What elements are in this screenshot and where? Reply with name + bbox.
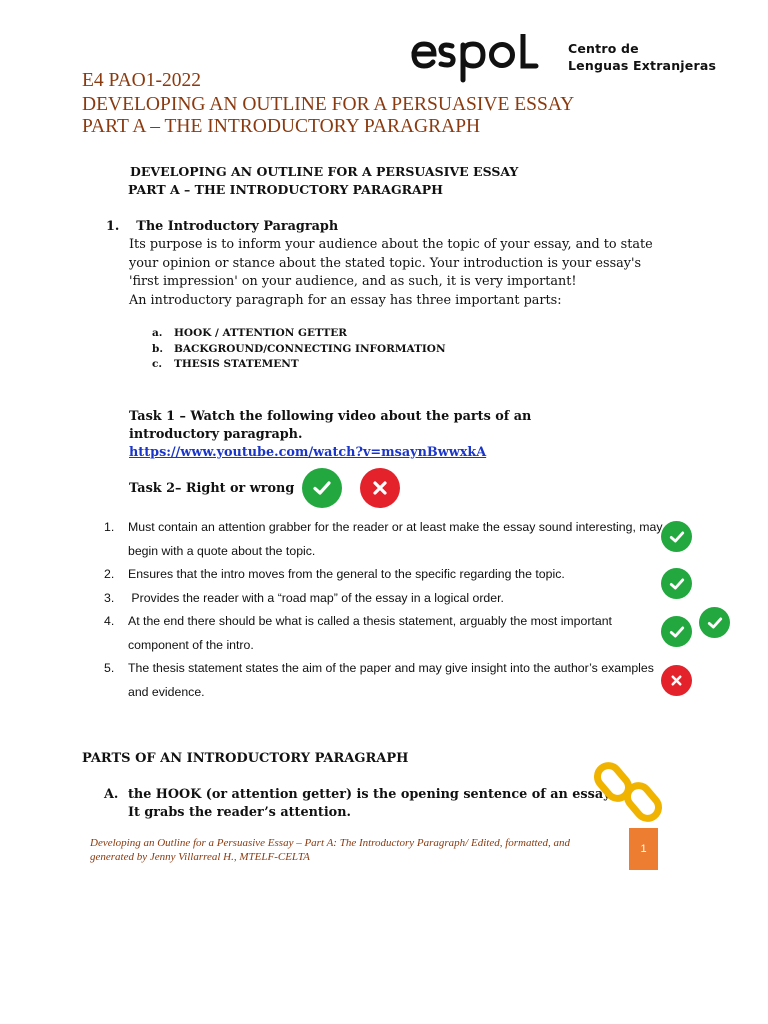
page-footer: Developing an Outline for a Persuasive Essay – Part A: The Introductory Paragraph/ Edited, formatted, and generated by Jenny Villarreal H., MTELF-CELTA (90, 837, 570, 863)
check-icon (661, 521, 692, 552)
page-subtitle: PART A – THE INTRODUCTORY PARAGRAPH (82, 116, 481, 137)
cross-icon (661, 665, 692, 696)
course-code: E4 PAO1-2022 (82, 70, 201, 91)
org-name-line2: Lenguas Extranjeras (568, 58, 717, 73)
org-name-line1: Centro de (568, 41, 639, 56)
parts-list (152, 326, 446, 373)
doc-heading-line2: PART A – THE INTRODUCTORY PARAGRAPH (128, 182, 443, 197)
list-item: 5. The thesis statement states the aim of the paper and may give insight into the author’s examples and evidence. (104, 661, 654, 699)
part-a-letter: A. (104, 787, 119, 802)
list-item: 2. Ensures that the intro moves from the general to the specific regarding the topic. (104, 567, 565, 581)
section-text-1: Its purpose is to inform your audience about the topic of your essay, and to state your opinion or stance about the stated topic. Your introduction is your essay's 'first impression' on your audience, and as such, it is very important! (129, 237, 653, 289)
espol-wordmark-icon (410, 34, 545, 84)
part-a-line1: the HOOK (or attention getter) is the opening sentence of an essay. (128, 787, 614, 802)
section-body (129, 236, 674, 310)
list-item: 3. Provides the reader with a “road map” of the essay in a logical order. (104, 590, 504, 605)
check-icon (661, 616, 692, 647)
list-item: 1. Must contain an attention grabber for the reader or at least make the essay sound interesting, may begin with a quote about the topic. (104, 520, 663, 558)
page-number: 1 (629, 828, 658, 870)
part-a-line2: It grabs the reader’s attention. (128, 805, 351, 820)
video-link[interactable]: https://www.youtube.com/watch?v=msaynBwwxkA (129, 445, 487, 460)
list-item: 4. At the end there should be what is called a thesis statement, arguably the most important component of the intro. (104, 614, 612, 652)
part-a-item (104, 786, 614, 822)
section-heading (106, 219, 338, 234)
section-title: The Introductory Paragraph (136, 219, 339, 234)
doc-heading-line1: DEVELOPING AN OUTLINE FOR A PERSUASIVE ESSAY (130, 164, 519, 179)
list-item: c. THESIS STATEMENT (152, 358, 299, 370)
section-number: 1. (106, 219, 120, 234)
check-icon (661, 568, 692, 599)
check-icon (699, 607, 730, 638)
org-name (568, 40, 716, 74)
task2-instruction: Task 2– Right or wrong (129, 481, 295, 496)
check-icon (302, 468, 342, 508)
section-text-2: An introductory paragraph for an essay has three important parts: (129, 292, 562, 308)
task1-instruction: Task 1 – Watch the following video about the parts of an introductory paragraph. (129, 409, 532, 442)
page-title: DEVELOPING AN OUTLINE FOR A PERSUASIVE ESSAY (82, 94, 575, 115)
list-item: a. HOOK / ATTENTION GETTER (152, 327, 347, 339)
chain-link-icon (594, 758, 666, 828)
parts-heading: PARTS OF AN INTRODUCTORY PARAGRAPH (82, 751, 409, 766)
cross-icon (360, 468, 400, 508)
list-item: b. BACKGROUND/CONNECTING INFORMATION (152, 342, 446, 355)
statements-list (104, 516, 664, 704)
